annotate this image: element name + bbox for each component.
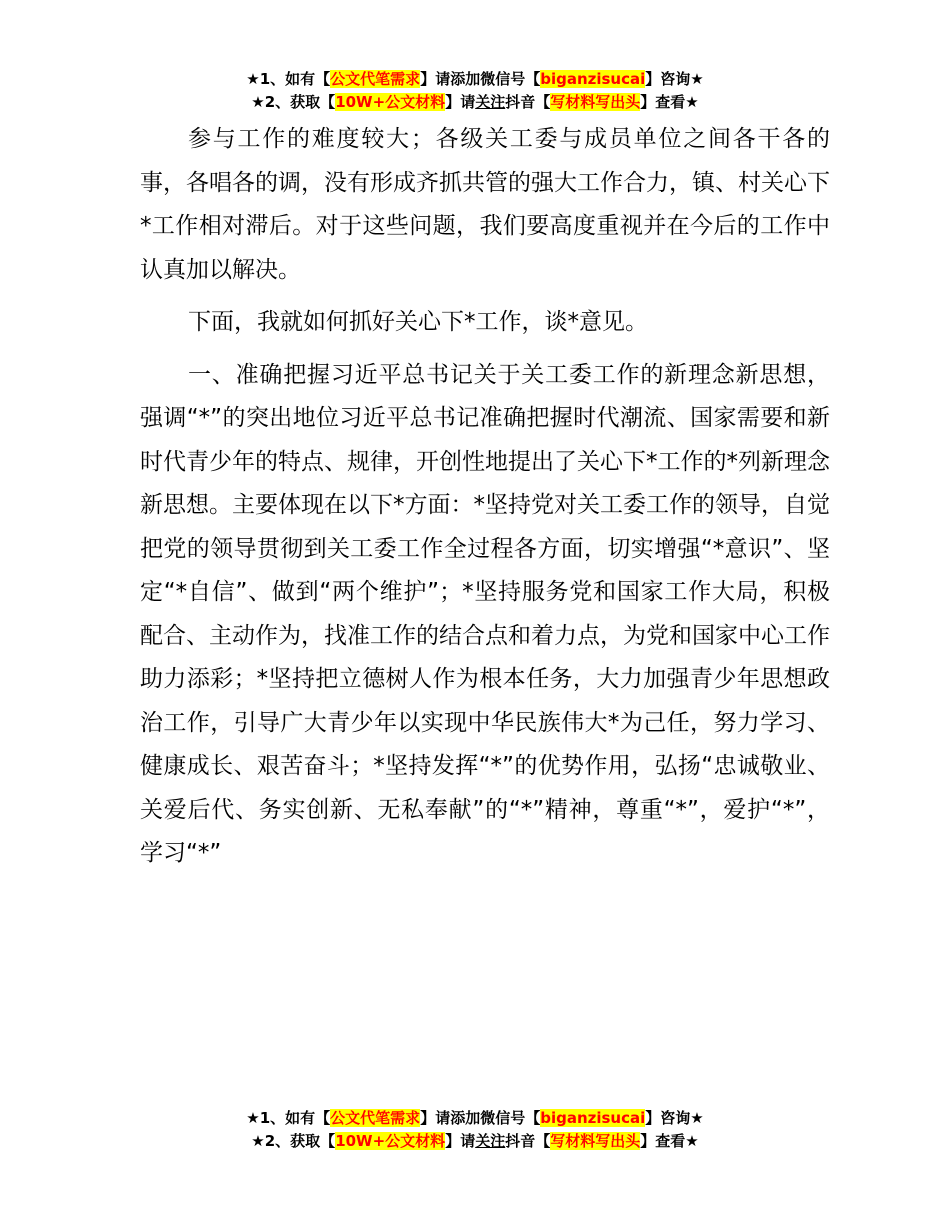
- footer-banner: [0, 1107, 950, 1153]
- banner-text: 抖音【: [505, 1132, 551, 1150]
- header-banner: [0, 68, 950, 114]
- banner-text: 抖音【: [505, 93, 551, 111]
- document-body: [140, 118, 830, 876]
- banner-text: ★1、如有【: [246, 70, 331, 88]
- paragraph-3: 一、准确把握习近平总书记关于关工委工作的新理念新思想，强调“*”的突出地位习近平总书记准确把握时代潮流、国家需要和新时代青少年的特点、规律，开创性地提出了关心下*工作的*列新理念新思想。主要体现在以下*方面：*坚持党对关工委工作的领导，自觉把党的领导贯彻到关工委工作全过程各方面，切实增强“*意识”、坚定“*自信”、做到“两个维护”；*坚持服务党和国家工作大局，积极配合、主动作为，找准工作的结合点和着力点，为党和国家中心工作助力添彩；*坚持把立德树人作为根本任务，大力加强青少年思想政治工作，引导广大青少年以实现中华民族伟大*为己任，努力学习、健康成长、艰苦奋斗；*坚持发挥“*”的优势作用，弘扬“忠诚敬业、关爱后代、务实创新、无私奉献”的“*”精神，尊重“*”，爱护“*”，学习“*”: [140, 361, 830, 866]
- highlight-account: 写材料写出头: [550, 1132, 641, 1150]
- banner-text: 】请添加微信号【: [420, 70, 541, 88]
- banner-text: 】请: [445, 1132, 476, 1150]
- banner-line-1: [0, 68, 950, 91]
- highlight-materials: 10W+公文材料: [335, 1132, 446, 1150]
- banner-line-2: [0, 1130, 950, 1153]
- banner-text: 】查看★: [640, 93, 699, 111]
- highlight-service: 公文代笔需求: [330, 70, 421, 88]
- paragraph-2: 下面，我就如何抓好关心下*工作，谈*意见。: [188, 309, 648, 335]
- banner-text: 】咨询★: [645, 1109, 704, 1127]
- follow-text: 关注: [475, 93, 506, 111]
- highlight-wechat-id: biganzisucai: [540, 1109, 646, 1127]
- banner-text: 】咨询★: [645, 70, 704, 88]
- paragraph-1: 参与工作的难度较大；各级关工委与成员单位之间各干各的事，各唱各的调，没有形成齐抓共管的强大工作合力，镇、村关心下*工作相对滞后。对于这些问题，我们要高度重视并在今后的工作中认真加以解决。: [140, 126, 830, 283]
- banner-text: 】查看★: [640, 1132, 699, 1150]
- follow-text: 关注: [475, 1132, 506, 1150]
- highlight-service: 公文代笔需求: [330, 1109, 421, 1127]
- banner-text: 】请: [445, 93, 476, 111]
- highlight-materials: 10W+公文材料: [335, 93, 446, 111]
- banner-line-1: [0, 1107, 950, 1130]
- banner-text: 】请添加微信号【: [420, 1109, 541, 1127]
- highlight-account: 写材料写出头: [550, 93, 641, 111]
- highlight-wechat-id: biganzisucai: [540, 70, 646, 88]
- banner-text: ★2、获取【: [251, 93, 336, 111]
- banner-text: ★1、如有【: [246, 1109, 331, 1127]
- banner-line-2: [0, 91, 950, 114]
- banner-text: ★2、获取【: [251, 1132, 336, 1150]
